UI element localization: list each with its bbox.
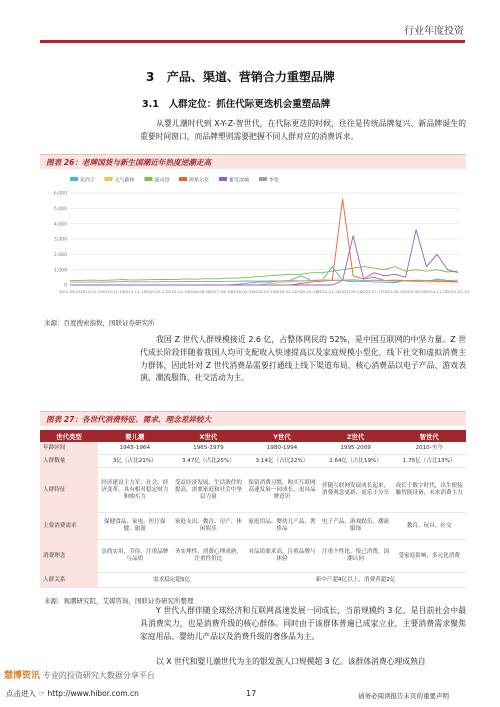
y-tick-label: 4,000 bbox=[53, 222, 67, 228]
figure-26-caption bbox=[40, 154, 466, 169]
table-cell: 1980-1994 bbox=[245, 442, 319, 455]
legend-swatch bbox=[259, 177, 267, 181]
figure-26-title: 图表 26：老牌国货与新生国潮近年热度逆潮走高 bbox=[46, 158, 212, 167]
series-line bbox=[70, 230, 458, 285]
subsection-number: 3.1 bbox=[142, 99, 159, 110]
section-text: 产品、渠道、营销合力重塑品牌 bbox=[166, 70, 335, 84]
legend-swatch bbox=[105, 177, 113, 181]
row-label: 年龄区间 bbox=[40, 442, 98, 455]
table-cell: 保健食品、家电、医疗保健、旅游 bbox=[98, 513, 172, 540]
table-cell: 电子产品、游戏娱乐、潮流服饰 bbox=[319, 513, 393, 540]
header-rule bbox=[40, 40, 465, 43]
table-cell: 保留消费习惯，购买互联网高速发展一同成长，更具品牌意识 bbox=[245, 468, 319, 513]
legend-item bbox=[179, 177, 209, 184]
table-header-cell: Y世代 bbox=[245, 430, 319, 442]
header-title: 行业年度投资 bbox=[404, 26, 464, 37]
figure-26-source: 来源：百度搜索指数，国联证券研究所 bbox=[44, 319, 155, 327]
row-label: 人群特征 bbox=[40, 468, 98, 513]
table-header-cell: 世代类型 bbox=[40, 430, 98, 442]
table-cell: 新中产超4亿以上，消费者超2亿 bbox=[245, 573, 466, 588]
x-tick-label: 2025-06-09 bbox=[403, 289, 426, 294]
x-tick-label: 2013-01-13 bbox=[102, 289, 125, 294]
paragraph-z-generation: 我国 Z 世代人群规模接近 2.6 亿，占整体网民的 52%，是中国互联网的中坚力量。Z 世代成长阶段伴随着我国人均可支配收入快速提高以及家庭规模小型化，线下社交和虚拟消费主力群体，因此针对 Z 世代消费品需要打通线上线下渠道布局，核心消费品以电子产品、游戏表演、潮流服饰、社交活动为主。 bbox=[140, 335, 466, 383]
y-tick-label: 1,000 bbox=[53, 268, 67, 274]
footer-brand: 慧博资讯 bbox=[4, 671, 41, 681]
table-header-cell: X世代 bbox=[172, 430, 246, 442]
table-header-cell: Z世代 bbox=[319, 430, 393, 442]
table-cell: 1965-1979 bbox=[172, 442, 246, 455]
chart-series-lines bbox=[70, 199, 458, 285]
legend-swatch bbox=[219, 177, 227, 181]
table-cell: 2.64亿（占比19%） bbox=[319, 455, 393, 468]
x-tick-label: 2023-05-25 bbox=[382, 289, 405, 294]
y-tick-label: 6,000 bbox=[53, 191, 67, 197]
table-cell: 3.47亿（占比25%） bbox=[172, 455, 246, 468]
row-label: 主要消费需求 bbox=[40, 513, 98, 540]
figure-27-caption bbox=[40, 411, 466, 426]
page-number: 17 bbox=[246, 689, 257, 698]
footer-tagline: 专业的投资研究大数据分享平台 bbox=[42, 671, 155, 680]
x-tick-label: 2019-02-11 bbox=[274, 289, 297, 294]
legend-label: 元气森林 bbox=[114, 177, 135, 184]
cursor-icon: ☞ bbox=[38, 689, 46, 698]
legend-item bbox=[145, 177, 170, 184]
footer-disclaimer: 请务必阅读报告末页的重要声明 bbox=[358, 692, 449, 700]
footer-url[interactable]: http://www.hibor.com.cn bbox=[47, 689, 139, 698]
x-tick-label: 2013-11-13 bbox=[123, 289, 146, 294]
table-header-row bbox=[40, 430, 466, 442]
row-label: 人群关系 bbox=[40, 573, 98, 588]
x-tick-label: 2015-01-17 bbox=[145, 289, 168, 294]
paragraph-y-generation: Y 世代人群伴随全球经济和互联网高速发展一同成长，当前规模约 3 亿，是目前社会中最具消费实力，也是消费升级的核心群体。同时由于该群体普遍已成家立业，主要消费需求聚焦家庭用品、婴幼儿产品以及消费升级的奢侈品为主。 bbox=[140, 606, 466, 641]
table-row bbox=[40, 513, 466, 540]
table-cell: 受益经济发展，生活条件的提高，需要家庭和社会中坚层力量 bbox=[172, 468, 246, 513]
legend-label: 鸿星尔克 bbox=[189, 177, 210, 184]
y-tick-label: 2,000 bbox=[53, 252, 67, 258]
table-cell: 崇尚实用、节俭，注重品牌与品质 bbox=[98, 540, 172, 573]
brand-trend-chart bbox=[44, 173, 470, 301]
y-tick-label: 0 bbox=[64, 283, 67, 289]
legend-label: 华伦 bbox=[269, 177, 280, 184]
generation-table bbox=[40, 430, 466, 588]
chart-y-ticks bbox=[54, 191, 67, 289]
footer-link[interactable] bbox=[6, 688, 139, 699]
chart-grid bbox=[70, 193, 458, 285]
series-line bbox=[70, 199, 458, 285]
chart-legend bbox=[70, 177, 279, 184]
x-tick-label: 2018-03-15 bbox=[252, 289, 276, 294]
legend-swatch bbox=[70, 177, 78, 181]
x-tick-label: 2012-01-15 bbox=[80, 289, 103, 294]
subsection-text: 人群定位：抓住代际更迭机会重塑品牌 bbox=[168, 99, 331, 110]
figure-27-title: 图表 27：各世代消费特征、需求、理念差异较大 bbox=[46, 415, 212, 424]
table-row bbox=[40, 540, 466, 573]
table-row bbox=[40, 468, 466, 513]
legend-label: 波司登 bbox=[154, 177, 170, 184]
section-number: 3 bbox=[146, 70, 155, 84]
table-cell: 需求稳定超5亿 bbox=[98, 573, 245, 588]
table-row bbox=[40, 455, 466, 468]
x-tick-label: 2021-01-14 bbox=[317, 289, 340, 294]
chart-x-ticks bbox=[59, 289, 470, 294]
table-cell: 家庭支出、教育、房产、休闲娱乐 bbox=[172, 513, 246, 540]
table-row bbox=[40, 573, 466, 588]
subsection-title bbox=[142, 96, 330, 110]
y-tick-label: 5,000 bbox=[53, 206, 67, 212]
table-cell: 3.14亿（占比22%） bbox=[245, 455, 319, 468]
footer-click-label: 点击进入 bbox=[6, 689, 36, 698]
table-cell: 1995-2009 bbox=[319, 442, 393, 455]
legend-label: 蜜雪冰城 bbox=[229, 177, 250, 184]
table-cell: 家庭用品、婴幼儿产品、奢侈品 bbox=[245, 513, 319, 540]
table-row bbox=[40, 442, 466, 455]
figure-27-source: 来源：观潮研究院，艾媒咨询，国联证券研究所整理 bbox=[44, 597, 194, 605]
x-tick-label: 2011-06-01 bbox=[58, 289, 82, 294]
x-tick-label: 2016-08-08 bbox=[188, 289, 211, 294]
x-tick-label: 2017-06-19 bbox=[209, 289, 232, 294]
row-label: 消费理念 bbox=[40, 540, 98, 573]
table-cell: 伴随互联网发展成长起来，消费观念更新，更乐于分享 bbox=[319, 468, 393, 513]
x-tick-label: 2022-09-14 bbox=[339, 289, 362, 294]
footer-logo[interactable] bbox=[4, 668, 155, 681]
legend-label: 花西子 bbox=[80, 177, 96, 184]
y-tick-label: 3,000 bbox=[53, 237, 67, 243]
table-cell: 2010-至今 bbox=[392, 442, 466, 455]
table-cell: 1945-1964 bbox=[98, 442, 172, 455]
table-cell: 1.75亿（占比13%） bbox=[392, 455, 466, 468]
x-tick-label: 2018-05-01 bbox=[231, 289, 254, 294]
table-header-cell: 智世代 bbox=[392, 430, 466, 442]
legend-item bbox=[70, 177, 95, 184]
table-cell: 受家庭影响，多元化消费 bbox=[392, 540, 466, 573]
legend-item bbox=[259, 177, 279, 184]
x-tick-label: 2024-11-23 bbox=[425, 289, 448, 294]
table-cell: 经济建设主力军，社会、经济变革，具有相对稳定财力和购买力 bbox=[98, 468, 172, 513]
table-cell: 教育、玩具、社交 bbox=[392, 513, 466, 540]
legend-swatch bbox=[179, 177, 187, 181]
table-cell: 3亿（占比21%） bbox=[98, 455, 172, 468]
legend-item bbox=[219, 177, 249, 184]
legend-item bbox=[105, 177, 135, 184]
paragraph-x-generation: 以 X 世代和婴儿潮世代为主的银发族人口规模超 3 亿。该群体消费心理成熟自 bbox=[156, 657, 426, 666]
row-label: 人群数量 bbox=[40, 455, 98, 468]
legend-swatch bbox=[145, 177, 153, 181]
table-cell: 成长于数字时代，出生便接触智能设备，未来消费主力 bbox=[392, 468, 466, 513]
x-tick-label: 2021-07-10 bbox=[446, 289, 470, 294]
section-title bbox=[146, 68, 335, 85]
x-tick-label: 2015-11-15 bbox=[166, 289, 189, 294]
paragraph-intro: 从婴儿潮时代到 X-Y-Z-智世代，在代际更迭的时候，往往是传统品牌复兴、新品牌诞生的重要时间窗口，而品牌塑则需要把握不同人群对应的消费诉求。 bbox=[140, 119, 466, 141]
table-cell: 注重个性化、悦己消费，国潮认同 bbox=[319, 540, 393, 573]
table-cell: 务实理性、消费心理成熟，注重性价比 bbox=[172, 540, 246, 573]
table-header-cell: 婴儿潮 bbox=[98, 430, 172, 442]
x-tick-label: 2022-07-17 bbox=[360, 289, 383, 294]
series-line bbox=[70, 267, 458, 281]
table-cell: 对品质要求高，注重品牌与体验 bbox=[245, 540, 319, 573]
x-tick-label: 2020-01-28 bbox=[296, 289, 319, 294]
